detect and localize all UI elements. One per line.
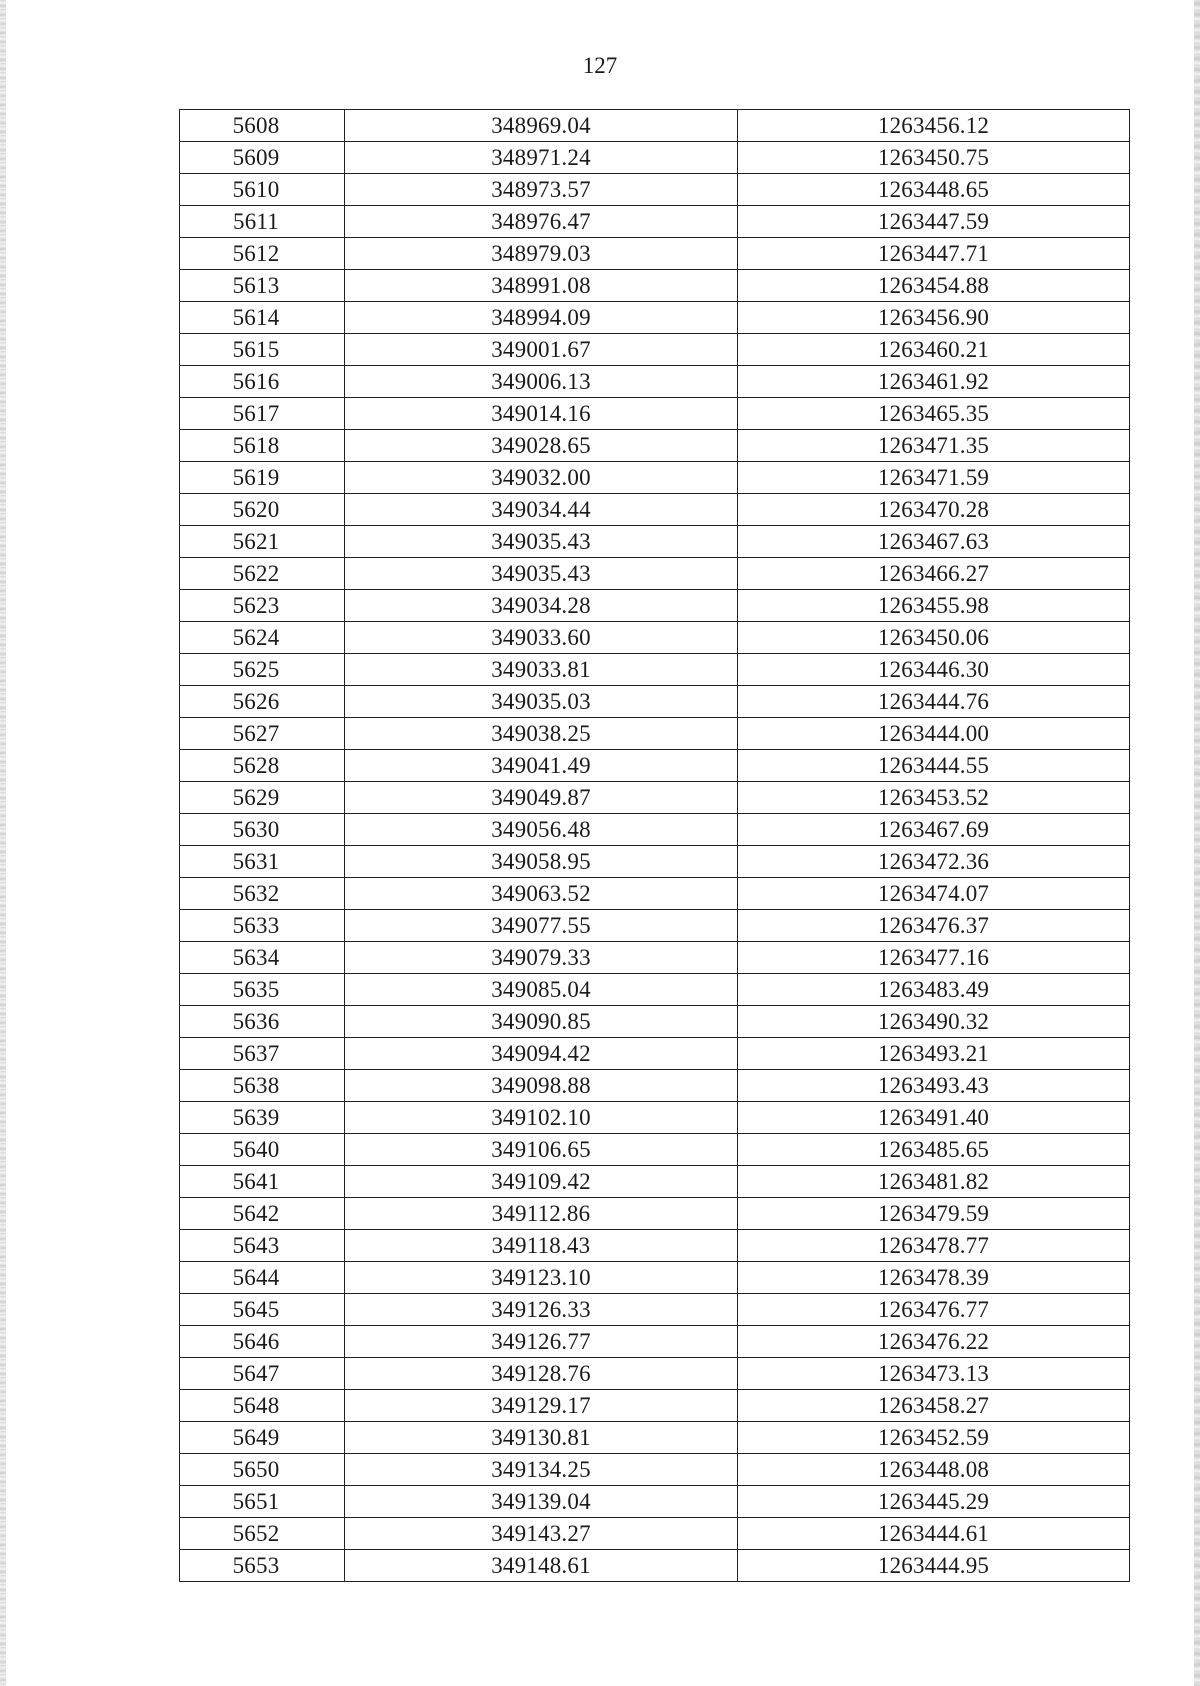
x-coordinate-cell: 349077.55 <box>345 910 738 942</box>
point-number-cell: 5639 <box>180 1102 345 1134</box>
point-number-cell: 5612 <box>180 238 345 270</box>
x-coordinate-cell: 349035.03 <box>345 686 738 718</box>
point-number-cell: 5637 <box>180 1038 345 1070</box>
y-coordinate-cell: 1263485.65 <box>738 1134 1130 1166</box>
y-coordinate-cell: 1263493.43 <box>738 1070 1130 1102</box>
y-coordinate-cell: 1263478.39 <box>738 1262 1130 1294</box>
y-coordinate-cell: 1263476.37 <box>738 910 1130 942</box>
x-coordinate-cell: 349079.33 <box>345 942 738 974</box>
x-coordinate-cell: 349049.87 <box>345 782 738 814</box>
table-row <box>180 1006 1130 1038</box>
scan-edge-right <box>1194 0 1200 1686</box>
table-row <box>180 398 1130 430</box>
point-number-cell: 5640 <box>180 1134 345 1166</box>
y-coordinate-cell: 1263444.76 <box>738 686 1130 718</box>
table-row <box>180 526 1130 558</box>
point-number-cell: 5613 <box>180 270 345 302</box>
table-row <box>180 1166 1130 1198</box>
y-coordinate-cell: 1263444.55 <box>738 750 1130 782</box>
x-coordinate-cell: 349038.25 <box>345 718 738 750</box>
x-coordinate-cell: 349130.81 <box>345 1422 738 1454</box>
point-number-cell: 5647 <box>180 1358 345 1390</box>
x-coordinate-cell: 349056.48 <box>345 814 738 846</box>
point-number-cell: 5643 <box>180 1230 345 1262</box>
x-coordinate-cell: 349085.04 <box>345 974 738 1006</box>
x-coordinate-cell: 349001.67 <box>345 334 738 366</box>
point-number-cell: 5621 <box>180 526 345 558</box>
point-number-cell: 5620 <box>180 494 345 526</box>
y-coordinate-cell: 1263476.77 <box>738 1294 1130 1326</box>
point-number-cell: 5616 <box>180 366 345 398</box>
point-number-cell: 5614 <box>180 302 345 334</box>
x-coordinate-cell: 349058.95 <box>345 846 738 878</box>
y-coordinate-cell: 1263467.63 <box>738 526 1130 558</box>
point-number-cell: 5629 <box>180 782 345 814</box>
point-number-cell: 5623 <box>180 590 345 622</box>
point-number-cell: 5609 <box>180 142 345 174</box>
table-row <box>180 750 1130 782</box>
x-coordinate-cell: 349106.65 <box>345 1134 738 1166</box>
point-number-cell: 5648 <box>180 1390 345 1422</box>
y-coordinate-cell: 1263455.98 <box>738 590 1130 622</box>
x-coordinate-cell: 349123.10 <box>345 1262 738 1294</box>
x-coordinate-cell: 349126.33 <box>345 1294 738 1326</box>
x-coordinate-cell: 349063.52 <box>345 878 738 910</box>
x-coordinate-cell: 349094.42 <box>345 1038 738 1070</box>
x-coordinate-cell: 349034.44 <box>345 494 738 526</box>
y-coordinate-cell: 1263445.29 <box>738 1486 1130 1518</box>
point-number-cell: 5619 <box>180 462 345 494</box>
x-coordinate-cell: 348969.04 <box>345 110 738 142</box>
table-row <box>180 1198 1130 1230</box>
point-number-cell: 5608 <box>180 110 345 142</box>
y-coordinate-cell: 1263444.61 <box>738 1518 1130 1550</box>
x-coordinate-cell: 349028.65 <box>345 430 738 462</box>
point-number-cell: 5644 <box>180 1262 345 1294</box>
x-coordinate-cell: 349035.43 <box>345 558 738 590</box>
point-number-cell: 5631 <box>180 846 345 878</box>
x-coordinate-cell: 349033.60 <box>345 622 738 654</box>
y-coordinate-cell: 1263460.21 <box>738 334 1130 366</box>
x-coordinate-cell: 349148.61 <box>345 1550 738 1582</box>
y-coordinate-cell: 1263474.07 <box>738 878 1130 910</box>
y-coordinate-cell: 1263478.77 <box>738 1230 1130 1262</box>
y-coordinate-cell: 1263477.16 <box>738 942 1130 974</box>
point-number-cell: 5642 <box>180 1198 345 1230</box>
point-number-cell: 5653 <box>180 1550 345 1582</box>
x-coordinate-cell: 349126.77 <box>345 1326 738 1358</box>
point-number-cell: 5636 <box>180 1006 345 1038</box>
coordinates-table <box>179 109 1130 1582</box>
y-coordinate-cell: 1263452.59 <box>738 1422 1130 1454</box>
y-coordinate-cell: 1263472.36 <box>738 846 1130 878</box>
x-coordinate-cell: 349102.10 <box>345 1102 738 1134</box>
x-coordinate-cell: 348991.08 <box>345 270 738 302</box>
table-row <box>180 590 1130 622</box>
table-row <box>180 1390 1130 1422</box>
y-coordinate-cell: 1263483.49 <box>738 974 1130 1006</box>
x-coordinate-cell: 349118.43 <box>345 1230 738 1262</box>
table-row <box>180 110 1130 142</box>
table-row <box>180 1486 1130 1518</box>
x-coordinate-cell: 349139.04 <box>345 1486 738 1518</box>
table-row <box>180 878 1130 910</box>
table-row <box>180 782 1130 814</box>
table-row <box>180 1454 1130 1486</box>
table-row <box>180 142 1130 174</box>
table-row <box>180 430 1130 462</box>
x-coordinate-cell: 349143.27 <box>345 1518 738 1550</box>
y-coordinate-cell: 1263471.35 <box>738 430 1130 462</box>
point-number-cell: 5649 <box>180 1422 345 1454</box>
point-number-cell: 5615 <box>180 334 345 366</box>
x-coordinate-cell: 349098.88 <box>345 1070 738 1102</box>
table-row <box>180 1294 1130 1326</box>
point-number-cell: 5617 <box>180 398 345 430</box>
y-coordinate-cell: 1263447.59 <box>738 206 1130 238</box>
point-number-cell: 5611 <box>180 206 345 238</box>
table-row <box>180 302 1130 334</box>
y-coordinate-cell: 1263444.00 <box>738 718 1130 750</box>
table-row <box>180 206 1130 238</box>
table-row <box>180 942 1130 974</box>
point-number-cell: 5652 <box>180 1518 345 1550</box>
coordinates-table-body <box>180 110 1130 1582</box>
point-number-cell: 5627 <box>180 718 345 750</box>
y-coordinate-cell: 1263447.71 <box>738 238 1130 270</box>
y-coordinate-cell: 1263461.92 <box>738 366 1130 398</box>
x-coordinate-cell: 349006.13 <box>345 366 738 398</box>
table-row <box>180 910 1130 942</box>
table-row <box>180 1422 1130 1454</box>
y-coordinate-cell: 1263448.08 <box>738 1454 1130 1486</box>
table-row <box>180 1326 1130 1358</box>
table-row <box>180 1102 1130 1134</box>
table-row <box>180 558 1130 590</box>
x-coordinate-cell: 349033.81 <box>345 654 738 686</box>
y-coordinate-cell: 1263493.21 <box>738 1038 1130 1070</box>
x-coordinate-cell: 348979.03 <box>345 238 738 270</box>
y-coordinate-cell: 1263458.27 <box>738 1390 1130 1422</box>
x-coordinate-cell: 348994.09 <box>345 302 738 334</box>
table-row <box>180 718 1130 750</box>
point-number-cell: 5610 <box>180 174 345 206</box>
table-row <box>180 270 1130 302</box>
table-row <box>180 1550 1130 1582</box>
table-row <box>180 494 1130 526</box>
point-number-cell: 5651 <box>180 1486 345 1518</box>
point-number-cell: 5641 <box>180 1166 345 1198</box>
page-number: 127 <box>582 53 618 78</box>
y-coordinate-cell: 1263450.75 <box>738 142 1130 174</box>
table-row <box>180 654 1130 686</box>
point-number-cell: 5638 <box>180 1070 345 1102</box>
point-number-cell: 5646 <box>180 1326 345 1358</box>
y-coordinate-cell: 1263470.28 <box>738 494 1130 526</box>
x-coordinate-cell: 349034.28 <box>345 590 738 622</box>
table-row <box>180 622 1130 654</box>
x-coordinate-cell: 349112.86 <box>345 1198 738 1230</box>
point-number-cell: 5628 <box>180 750 345 782</box>
y-coordinate-cell: 1263454.88 <box>738 270 1130 302</box>
point-number-cell: 5622 <box>180 558 345 590</box>
point-number-cell: 5633 <box>180 910 345 942</box>
y-coordinate-cell: 1263471.59 <box>738 462 1130 494</box>
y-coordinate-cell: 1263467.69 <box>738 814 1130 846</box>
y-coordinate-cell: 1263446.30 <box>738 654 1130 686</box>
x-coordinate-cell: 349035.43 <box>345 526 738 558</box>
table-row <box>180 1070 1130 1102</box>
scan-edge-left <box>0 0 6 1686</box>
point-number-cell: 5626 <box>180 686 345 718</box>
x-coordinate-cell: 349129.17 <box>345 1390 738 1422</box>
table-row <box>180 686 1130 718</box>
y-coordinate-cell: 1263448.65 <box>738 174 1130 206</box>
y-coordinate-cell: 1263456.12 <box>738 110 1130 142</box>
y-coordinate-cell: 1263456.90 <box>738 302 1130 334</box>
x-coordinate-cell: 349128.76 <box>345 1358 738 1390</box>
point-number-cell: 5624 <box>180 622 345 654</box>
x-coordinate-cell: 348976.47 <box>345 206 738 238</box>
y-coordinate-cell: 1263479.59 <box>738 1198 1130 1230</box>
x-coordinate-cell: 349014.16 <box>345 398 738 430</box>
table-row <box>180 1518 1130 1550</box>
table-row <box>180 1134 1130 1166</box>
table-row <box>180 366 1130 398</box>
x-coordinate-cell: 348971.24 <box>345 142 738 174</box>
point-number-cell: 5634 <box>180 942 345 974</box>
table-row <box>180 1038 1130 1070</box>
x-coordinate-cell: 349041.49 <box>345 750 738 782</box>
table-row <box>180 846 1130 878</box>
table-row <box>180 462 1130 494</box>
point-number-cell: 5625 <box>180 654 345 686</box>
x-coordinate-cell: 349090.85 <box>345 1006 738 1038</box>
y-coordinate-cell: 1263466.27 <box>738 558 1130 590</box>
table-row <box>180 1230 1130 1262</box>
point-number-cell: 5650 <box>180 1454 345 1486</box>
point-number-cell: 5645 <box>180 1294 345 1326</box>
table-row <box>180 814 1130 846</box>
table-row <box>180 974 1130 1006</box>
y-coordinate-cell: 1263491.40 <box>738 1102 1130 1134</box>
x-coordinate-cell: 348973.57 <box>345 174 738 206</box>
y-coordinate-cell: 1263476.22 <box>738 1326 1130 1358</box>
y-coordinate-cell: 1263490.32 <box>738 1006 1130 1038</box>
point-number-cell: 5618 <box>180 430 345 462</box>
y-coordinate-cell: 1263473.13 <box>738 1358 1130 1390</box>
x-coordinate-cell: 349032.00 <box>345 462 738 494</box>
y-coordinate-cell: 1263450.06 <box>738 622 1130 654</box>
point-number-cell: 5632 <box>180 878 345 910</box>
table-row <box>180 1358 1130 1390</box>
y-coordinate-cell: 1263465.35 <box>738 398 1130 430</box>
x-coordinate-cell: 349134.25 <box>345 1454 738 1486</box>
point-number-cell: 5635 <box>180 974 345 1006</box>
table-row <box>180 238 1130 270</box>
y-coordinate-cell: 1263444.95 <box>738 1550 1130 1582</box>
x-coordinate-cell: 349109.42 <box>345 1166 738 1198</box>
point-number-cell: 5630 <box>180 814 345 846</box>
y-coordinate-cell: 1263453.52 <box>738 782 1130 814</box>
table-row <box>180 174 1130 206</box>
y-coordinate-cell: 1263481.82 <box>738 1166 1130 1198</box>
table-row <box>180 334 1130 366</box>
table-row <box>180 1262 1130 1294</box>
